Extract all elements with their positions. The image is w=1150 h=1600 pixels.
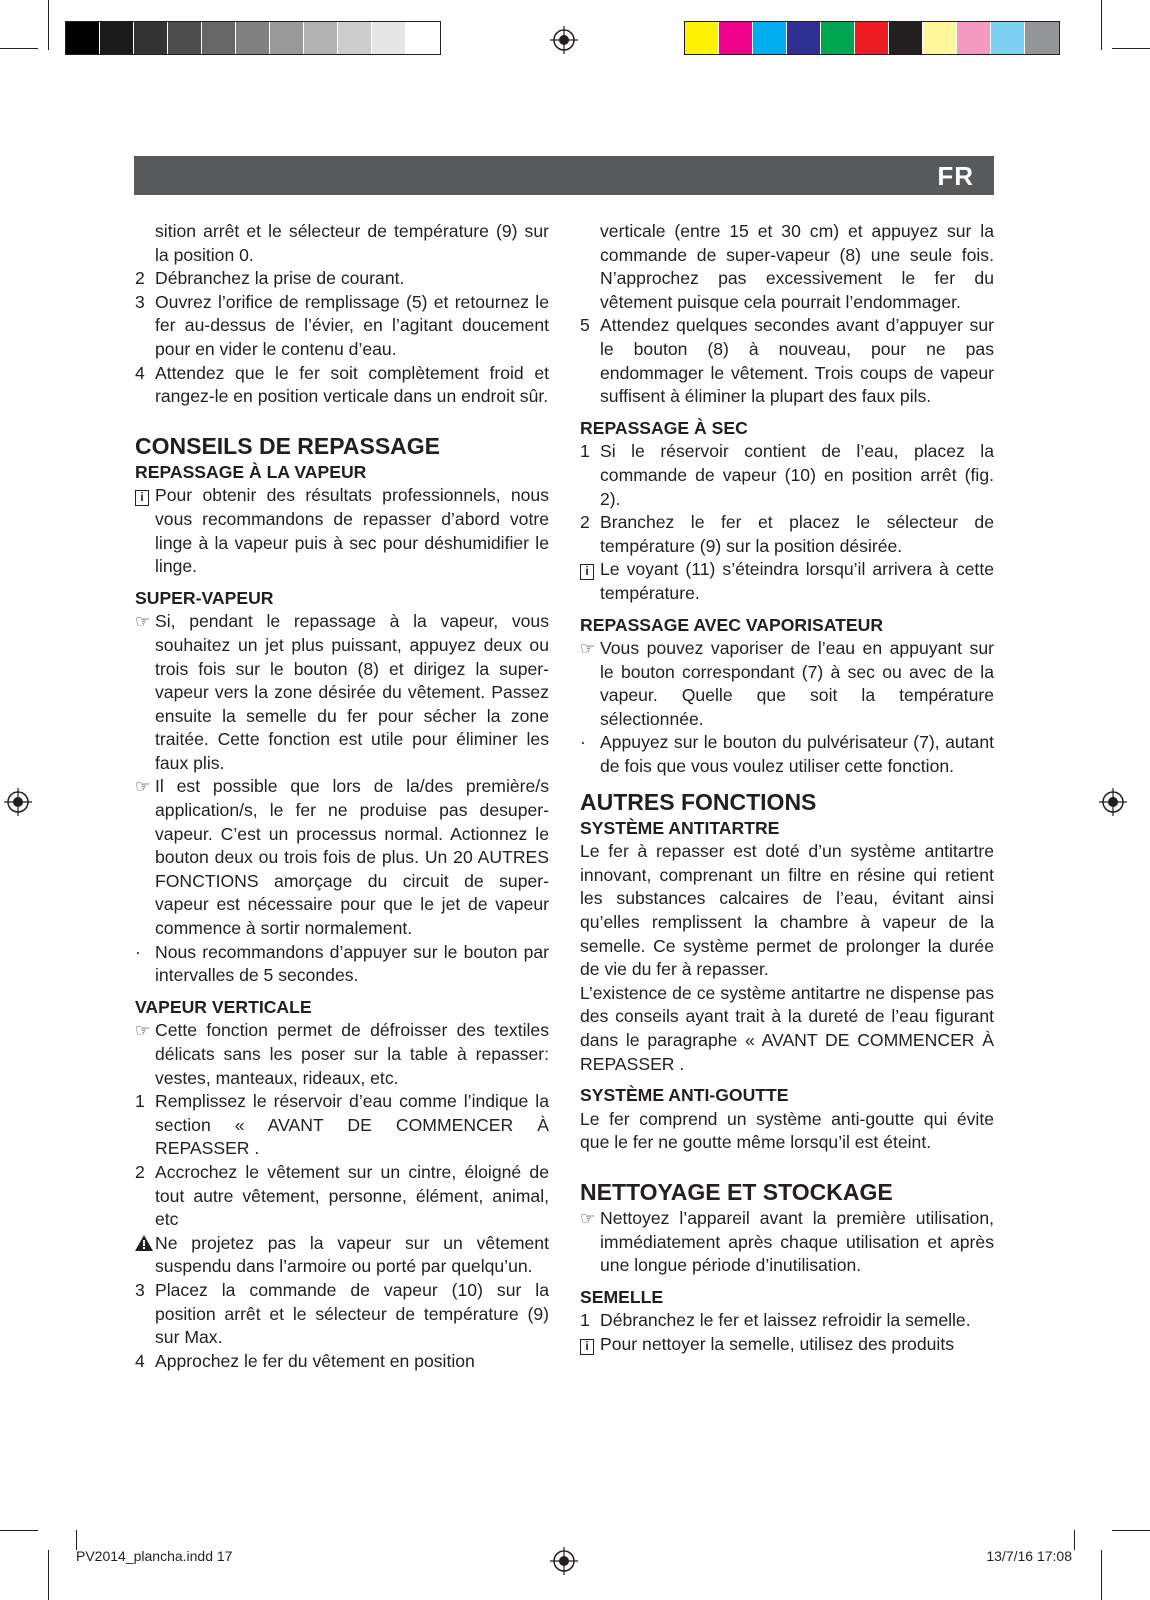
numbered-step	[135, 362, 549, 409]
pointing-hand-icon: ☞	[135, 612, 151, 632]
language-code: FR	[937, 161, 974, 191]
item-text: Si le réservoir contient de l’eau, placez la commande de vapeur (10) en position arrêt (fig. 2).	[600, 441, 994, 509]
section-heading: CONSEILS DE REPASSAGE	[135, 432, 441, 459]
step-number: 1	[580, 1310, 590, 1331]
item-text: Accrochez le vêtement sur un cintre, éloigné de tout autre vêtement, personne, élément, animal, etc	[155, 1161, 549, 1230]
footer-datetime: 13/7/16 17:08	[986, 1548, 1072, 1564]
color-swatch	[406, 22, 440, 54]
color-swatch	[304, 22, 338, 54]
color-swatch	[270, 22, 304, 54]
step-number: 2	[135, 268, 145, 289]
bullet-item	[580, 731, 994, 778]
item-text: Approchez le fer du vêtement en position	[155, 1350, 475, 1371]
paragraph: Le fer à repasser est doté d’un système antitartre innovant, comprenant un filtre en résine qui retient les substances calcaires de l’eau, évitant ainsi qu’elles remplissent la chambre à vapeur de la semelle. Ce système permet de prolonger la durée de vie du fer à repasser.	[580, 841, 994, 980]
color-swatch	[100, 22, 134, 54]
item-text: Pour nettoyer la semelle, utilisez des produits	[600, 1333, 955, 1354]
color-swatch	[719, 22, 753, 54]
pointing-hand-icon: ☞	[580, 1208, 596, 1228]
note-marker	[580, 558, 600, 582]
spacer	[580, 409, 994, 417]
spacer	[135, 988, 549, 996]
info-note	[135, 484, 549, 578]
bullet-marker: ·	[135, 941, 141, 962]
info-icon: i	[135, 490, 149, 506]
note-marker	[580, 637, 600, 661]
note-marker	[135, 610, 155, 634]
color-swatch	[134, 22, 168, 54]
paragraph: Le fer comprend un système anti-goutte qui évite que le fer ne goutte même lorsqu’il est éteint.	[580, 1108, 994, 1153]
info-note	[580, 1333, 994, 1357]
bullet-item	[135, 941, 549, 988]
pointing-hand-icon: ☞	[580, 639, 596, 659]
spacer	[580, 1155, 994, 1177]
color-swatch	[787, 22, 821, 54]
item-text: Ouvrez l’orifice de remplissage (5) et retournez le fer au-dessus de l’évier, en l’agitant doucement pour en vider le contenu d’eau.	[155, 291, 549, 359]
numbered-step	[580, 314, 994, 408]
item-text: Le voyant (11) s’éteindra lorsqu’il arrivera à cette température.	[600, 559, 994, 603]
subsection-heading: REPASSAGE À SEC	[580, 417, 748, 438]
info-icon: i	[580, 564, 594, 580]
item-text: Attendez quelques secondes avant d’appuyer sur le bouton (8) à nouveau, pour ne pas endommager le vêtement. Trois coups de vapeur suffisent à éliminer la plupart des faux pils.	[600, 315, 994, 407]
item-text: Branchez le fer et placez le sélecteur de température (9) sur la position désirée.	[600, 512, 994, 556]
item-text: Débranchez la prise de courant.	[155, 268, 405, 289]
hand-note	[135, 1019, 549, 1090]
numbered-step	[580, 1309, 994, 1333]
left-column	[135, 220, 549, 1373]
right-column	[580, 220, 994, 1357]
language-header-bar	[134, 156, 994, 195]
item-text: Attendez que le fer soit complètement froid et rangez-le en position verticale dans un endroit sûr.	[155, 362, 549, 407]
numbered-step	[135, 1090, 549, 1161]
subsection-heading: VAPEUR VERTICALE	[135, 996, 312, 1017]
step-number: 3	[135, 291, 145, 312]
registration-mark-left-icon	[4, 788, 32, 816]
numbered-step	[580, 440, 994, 511]
color-swatch	[372, 22, 406, 54]
step-number: 1	[135, 1091, 145, 1112]
numbered-step	[580, 511, 994, 558]
numbered-step	[135, 1161, 549, 1232]
step-number: 5	[580, 315, 590, 336]
color-swatch	[753, 22, 787, 54]
pointing-hand-icon: ☞	[135, 1021, 151, 1041]
note-marker	[135, 775, 155, 799]
note-marker	[135, 1232, 155, 1258]
color-swatch	[685, 22, 719, 54]
info-note	[580, 558, 994, 605]
spacer	[580, 1076, 994, 1084]
step-number: 2	[580, 512, 590, 533]
color-swatch	[821, 22, 855, 54]
registration-mark-bottom-icon	[550, 1547, 578, 1575]
pointing-hand-icon: ☞	[135, 777, 151, 797]
hand-note	[580, 637, 994, 731]
spacer	[135, 409, 549, 431]
item-text: Remplissez le réservoir d’eau comme l’indique la section « AVANT DE COMMENCER À REPASSER .	[155, 1091, 549, 1159]
spacer	[580, 779, 994, 787]
hand-note	[135, 775, 549, 940]
hand-note	[135, 610, 549, 775]
subsection-heading: SYSTÈME ANTI-GOUTTE	[580, 1085, 789, 1106]
item-text: Il est possible que lors de la/des première/s application/s, le fer ne produise pas desuper-vapeur. C’est un processus normal. Actionnez le bouton deux ou trois fois de plus. Un 20 AUTRES FONCTIONS amorçage du circuit de super-vapeur est nécessaire pour que le jet de vapeur commence à sortir normalement.	[155, 776, 549, 939]
spacer	[135, 579, 549, 587]
step-number: 2	[135, 1161, 145, 1182]
color-swatch	[236, 22, 270, 54]
footer-filename: PV2014_plancha.indd 17	[76, 1548, 233, 1564]
section-heading: AUTRES FONCTIONS	[580, 788, 817, 815]
subsection-heading: REPASSAGE AVEC VAPORISATEUR	[580, 614, 884, 635]
warning-icon	[135, 1235, 153, 1251]
continued-list-text: sition arrêt et le sélecteur de température (9) sur la position 0.	[155, 221, 549, 265]
item-text: Pour obtenir des résultats professionnels, nous vous recommandons de repasser d’abord votre linge à la vapeur puis à sec pour déshumidifier le linge.	[155, 485, 549, 577]
registration-mark-right-icon	[1099, 788, 1127, 816]
color-swatch	[855, 22, 889, 54]
item-text: Appuyez sur le bouton du pulvérisateur (7), autant de fois que vous voulez utiliser cette fonction.	[600, 732, 994, 777]
color-swatch	[202, 22, 236, 54]
paragraph: L’existence de ce système antitartre ne dispense pas des conseils ayant trait à la dureté de l’eau figurant dans le paragraphe « AVANT DE COMMENCER À REPASSER .	[580, 982, 994, 1074]
subsection-heading: REPASSAGE À LA VAPEUR	[135, 461, 367, 482]
color-swatch	[338, 22, 372, 54]
item-text: Débranchez le fer et laissez refroidir la semelle.	[600, 1310, 971, 1331]
item-text: Cette fonction permet de défroisser des textiles délicats sans les poser sur la table à repasser: vestes, manteaux, rideaux, etc.	[155, 1020, 549, 1088]
item-text: Nettoyez l’appareil avant la première utilisation, immédiatement après chaque utilisation et après une longue période d’inutilisation.	[600, 1207, 994, 1276]
numbered-step	[135, 1279, 549, 1350]
continued-list-text: verticale (entre 15 et 30 cm) et appuyez sur la commande de super-vapeur (8) une seule fois. N’approchez pas excessivement le fer du vêtement puisque cela pourrait l’endommager.	[600, 221, 994, 312]
hand-note	[580, 1207, 994, 1278]
note-marker	[580, 1333, 600, 1357]
subsection-heading: SEMELLE	[580, 1286, 664, 1307]
step-number: 3	[135, 1279, 145, 1300]
process-color-bar	[684, 21, 1060, 55]
registration-mark-top-icon	[550, 26, 578, 54]
numbered-step	[135, 267, 549, 291]
section-heading: NETTOYAGE ET STOCKAGE	[580, 1178, 893, 1205]
spacer	[580, 606, 994, 614]
grayscale-color-bar	[65, 21, 441, 55]
color-swatch	[923, 22, 957, 54]
note-marker	[135, 484, 155, 508]
item-text: Vous pouvez vaporiser de l’eau en appuyant sur le bouton correspondant (7) à sec ou avec de la vapeur. Quelle que soit la température sélectionnée.	[600, 638, 994, 729]
item-text: Placez la commande de vapeur (10) sur la position arrêt et le sélecteur de température (9) sur Max.	[155, 1279, 549, 1348]
info-icon: i	[580, 1339, 594, 1355]
item-text: Si, pendant le repassage à la vapeur, vous souhaitez un jet plus puissant, appuyez deux ou trois fois sur le bouton (8) et dirigez la super-vapeur vers la zone désirée du vêtement. Passez ensuite la semelle du fer pour sécher la zone traitée. Cette fonction est utile pour éliminer les faux plis.	[155, 611, 549, 773]
subsection-heading: SYSTÈME ANTITARTRE	[580, 817, 780, 838]
color-swatch	[66, 22, 100, 54]
step-number: 4	[135, 362, 145, 383]
note-marker	[135, 1019, 155, 1043]
color-swatch	[168, 22, 202, 54]
warn-note	[135, 1232, 549, 1279]
note-marker	[580, 1207, 600, 1231]
color-swatch	[957, 22, 991, 54]
item-text: Ne projetez pas la vapeur sur un vêtement suspendu dans l’armoire ou porté par quelqu’un.	[155, 1232, 549, 1277]
numbered-step	[135, 291, 549, 362]
numbered-step	[135, 1350, 549, 1374]
item-text: Nous recommandons d’appuyer sur le bouton par intervalles de 5 secondes.	[155, 941, 549, 986]
color-swatch	[1025, 22, 1059, 54]
spacer	[580, 1278, 994, 1286]
subsection-heading: SUPER-VAPEUR	[135, 587, 274, 608]
color-swatch	[889, 22, 923, 54]
step-number: 4	[135, 1350, 145, 1371]
color-swatch	[991, 22, 1025, 54]
step-number: 1	[580, 441, 590, 462]
bullet-marker: ·	[580, 732, 586, 753]
